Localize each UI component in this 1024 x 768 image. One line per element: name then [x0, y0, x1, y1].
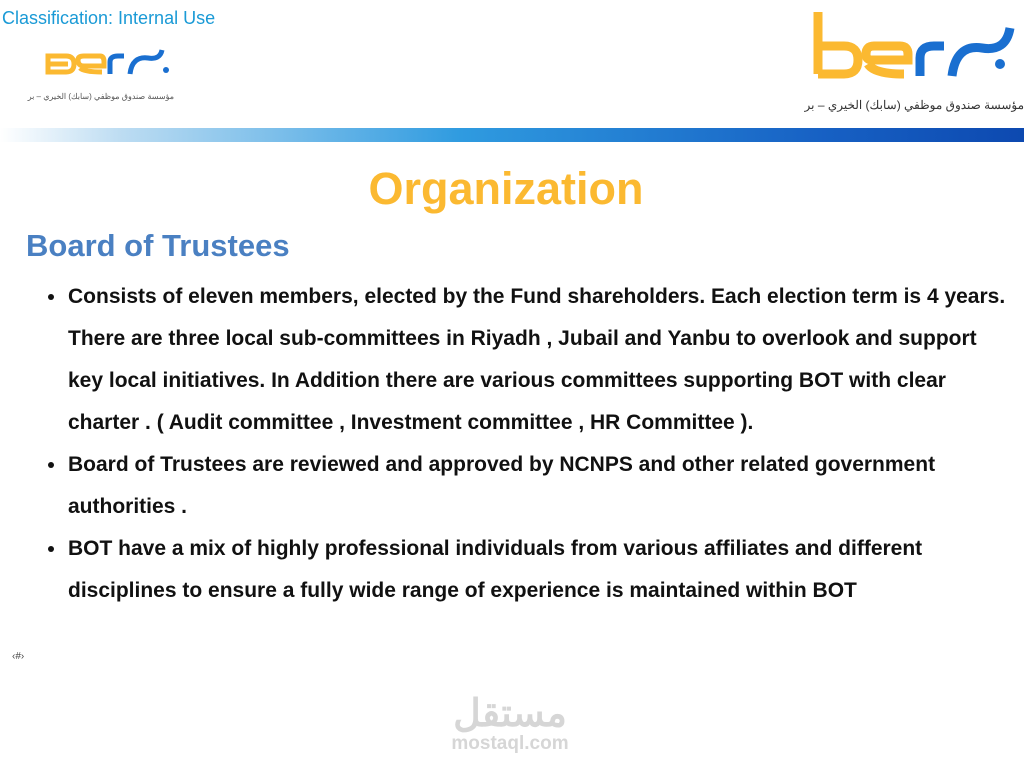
bullet-dot-icon: [48, 546, 54, 552]
bullet-text: Consists of eleven members, elected by the Fund shareholders. Each election term is 4 years. There are three local sub-committees in Riyadh , Jubail and Yanbu to overlook and support key local initiatives. In Addition there are various committees supporting BOT with clear charter . ( Audit committee , Investment committee , HR Committee ).: [68, 285, 1006, 434]
classification-label: Classification: Internal Use: [2, 8, 216, 28]
bullet-dot-icon: [48, 462, 54, 468]
watermark: [440, 694, 580, 754]
berr-logo-small: [27, 40, 174, 106]
bullet-text: Board of Trustees are reviewed and approved by NCNPS and other related government authorities .: [68, 453, 936, 518]
logo-arabic-small: مؤسسة صندوق موظفي (سابك) الخيري – بر: [27, 92, 174, 101]
bullet-item: [68, 276, 1008, 444]
page-title: Organization: [368, 163, 644, 214]
section-subtitle: Board of Trustees: [26, 228, 290, 263]
berr-logo-large-icon: [810, 8, 1024, 88]
slide-number: ‹#›: [12, 651, 25, 662]
watermark-latin: mostaql.com: [451, 733, 569, 754]
bullet-list: [42, 276, 1008, 612]
berr-logo-large: [804, 8, 1024, 118]
bullet-item: [68, 528, 1008, 612]
berr-logo-icon: [44, 40, 174, 88]
watermark-arabic: مستقل: [453, 693, 567, 735]
bullet-item: [68, 444, 1008, 528]
bullet-text: BOT have a mix of highly professional individuals from various affiliates and different disciplines to ensure a fully wide range of experience is maintained within BOT: [68, 537, 923, 602]
bullet-dot-icon: [48, 294, 54, 300]
header-gradient-band: [0, 128, 1024, 142]
logo-arabic-large: مؤسسة صندوق موظفي (سابك) الخيري – بر: [804, 98, 1024, 112]
